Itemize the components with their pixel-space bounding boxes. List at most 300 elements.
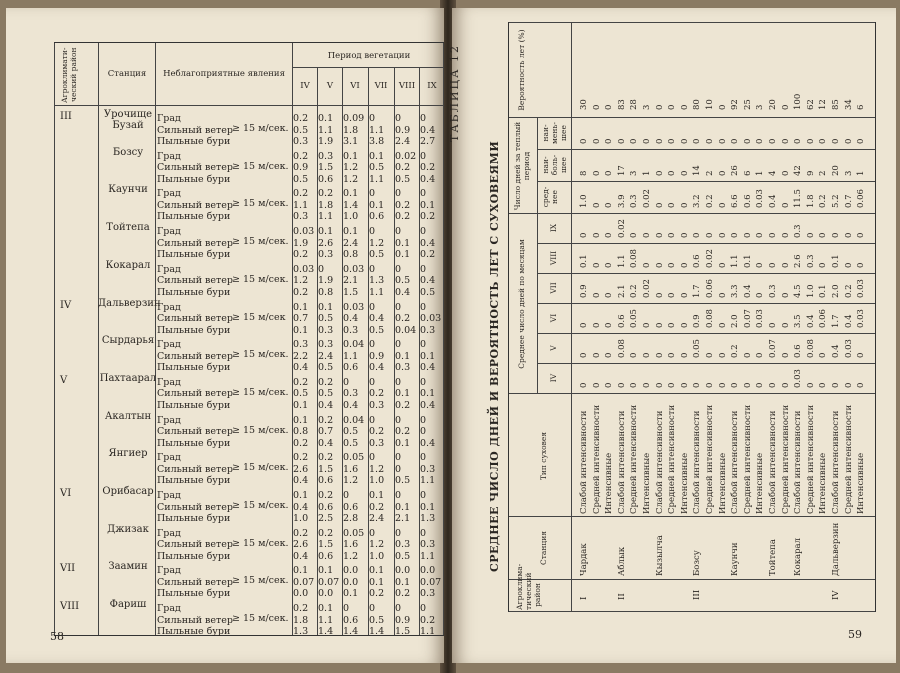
value-column (293, 415, 319, 450)
table-row (718, 22, 729, 612)
value-cell: 2.6 (293, 539, 309, 551)
value-cell: 0 (604, 104, 615, 110)
value-cell: 0.4 (318, 437, 334, 449)
wind-threshold: ≥ 15 м/сек. (232, 273, 289, 285)
value-cell: 0 (420, 376, 427, 388)
value-cell: 0 (717, 232, 728, 238)
value-cell: 0 (591, 262, 602, 268)
value-cell: 0.07 (318, 576, 340, 588)
value-cell: 0.5 (343, 437, 359, 449)
value-cell: 0 (591, 138, 602, 144)
value-cell: 0.1 (293, 324, 309, 336)
value-cell: 1.8 (343, 124, 359, 136)
value-cell: 1.1 (369, 124, 385, 136)
phenomena-list (157, 565, 233, 600)
value-cell: 0 (831, 382, 841, 388)
table-row (642, 22, 653, 612)
value-cell: 0 (705, 138, 715, 144)
value-cell: 0 (369, 376, 376, 388)
value-cell: 0 (692, 138, 703, 144)
value-column (293, 452, 319, 487)
value-cell: 100 (793, 93, 804, 110)
value-cell: 0 (667, 322, 678, 328)
value-cell: 0.08 (629, 249, 640, 268)
phenomenon-label: Сильный ветер (157, 199, 233, 211)
value-cell: 0 (420, 527, 427, 539)
value-cell: 0.1 (318, 226, 334, 238)
value-cell: 0 (667, 262, 678, 268)
value-cell: 0 (780, 202, 791, 208)
value-cell: 0.04 (343, 339, 365, 351)
value-cell: 0 (642, 352, 652, 358)
phenomenon-label: Град (157, 452, 181, 464)
value-cell: 0.6 (318, 501, 334, 513)
value-cell: 0.5 (420, 286, 436, 298)
value-cell: 1.2 (369, 237, 385, 249)
value-cell: 0.2 (395, 313, 411, 324)
value-cell: 0.05 (629, 309, 640, 328)
table-row (680, 22, 691, 612)
value-cell: 0.03 (343, 301, 365, 313)
value-cell: 1.1 (293, 199, 309, 211)
value-cell: 0.1 (318, 113, 334, 124)
table-row (730, 22, 741, 612)
station-name: Кокарал (105, 259, 151, 271)
station-name: Дальверзин (831, 522, 841, 576)
table-row (768, 22, 779, 612)
value-cell: 0 (805, 138, 816, 144)
value-cell: 0.2 (395, 211, 411, 223)
value-cell: 0 (780, 292, 791, 298)
value-cell: 3 (629, 170, 640, 176)
value-cell: 0.2 (629, 284, 640, 298)
value-column (420, 264, 446, 299)
phenomenon-label: Град (157, 414, 181, 426)
value-cell: 0.4 (343, 399, 359, 411)
value-cell: 4 (768, 170, 778, 176)
value-cell: 2.4 (369, 513, 385, 524)
value-column (420, 226, 446, 261)
value-cell: 1.4 (369, 626, 385, 638)
value-cell: 0.2 (318, 414, 334, 426)
value-cell: 0.09 (343, 113, 365, 124)
value-cell: 0.1 (369, 199, 385, 211)
table-row (755, 22, 766, 612)
value-cell: 0 (369, 263, 376, 275)
value-cell: 0.2 (293, 113, 309, 124)
value-cell: 0 (768, 262, 778, 268)
value-cell: 0 (395, 188, 402, 200)
value-cell: 1.9 (318, 136, 334, 147)
station-name: Кокарал (793, 538, 804, 576)
phenomenon-label: Град (157, 113, 181, 124)
value-column (395, 528, 421, 563)
value-cell: 3.3 (730, 284, 741, 298)
drywind-type: Интенсивные (679, 452, 690, 514)
value-cell: 0.9 (579, 284, 589, 298)
value-cell: 0 (730, 382, 741, 388)
value-column (395, 377, 421, 412)
value-cell: 0.03 (420, 313, 442, 324)
value-cell: 0 (679, 262, 690, 268)
right-month-header: IX (549, 223, 558, 233)
value-cell: 1.2 (343, 550, 359, 562)
phenomenon-label: Пыльные бури (157, 399, 231, 411)
value-column (293, 113, 319, 148)
value-column (395, 339, 421, 374)
wind-threshold: ≥ 15 м/сек. (232, 160, 289, 172)
value-cell: 0.2 (843, 284, 854, 298)
value-cell: 1 (755, 170, 766, 176)
value-cell: 0 (805, 382, 816, 388)
drywind-type: Средней интенсивности (780, 404, 791, 514)
value-cell: 1.0 (369, 475, 385, 487)
value-cell: 0.02 (616, 219, 627, 238)
left-table (54, 42, 444, 636)
value-column (318, 113, 344, 148)
value-cell: 6 (856, 104, 867, 110)
right-month-header: IV (549, 373, 558, 383)
value-cell: 0 (654, 352, 665, 358)
value-cell: 0 (343, 490, 350, 501)
value-cell: 10 (705, 99, 715, 110)
value-cell: 28 (629, 99, 640, 110)
value-column (420, 188, 446, 223)
right-table (448, 22, 874, 612)
value-cell: 0.5 (369, 249, 385, 261)
value-cell: 3.9 (616, 194, 627, 208)
value-column (420, 528, 446, 563)
value-column (343, 490, 369, 525)
value-cell: 0 (604, 138, 615, 144)
value-cell: 0.6 (318, 475, 334, 487)
monthly-header: Среднее число дней по месяцам (517, 239, 526, 369)
value-cell: 0.5 (293, 124, 309, 136)
value-cell: 0 (667, 104, 678, 110)
value-cell: 0.5 (318, 313, 334, 324)
value-cell: 0 (420, 150, 427, 162)
value-cell: 0 (395, 301, 402, 313)
value-cell: 2.6 (293, 463, 309, 475)
wind-threshold: ≥ 15 м/сек. (232, 236, 289, 248)
value-cell: 0.4 (369, 313, 385, 324)
value-column (343, 603, 369, 638)
phenomenon-label: Град (157, 527, 181, 539)
value-cell: 0 (369, 339, 376, 351)
value-cell: 0 (420, 414, 427, 426)
table-row (692, 22, 703, 612)
value-cell: 0 (679, 104, 690, 110)
phenomenon-label: Пыльные бури (157, 249, 231, 261)
value-cell: 0 (818, 138, 829, 144)
probability-header: Вероятность лет (%) (517, 29, 526, 111)
value-cell: 1.3 (369, 275, 385, 287)
zone-label: I (579, 596, 589, 600)
value-cell: 1.5 (343, 286, 359, 298)
value-cell: 0 (591, 202, 602, 208)
value-column (369, 528, 395, 563)
value-cell: 0 (780, 232, 791, 238)
value-column (293, 377, 319, 412)
value-cell: 3.2 (692, 194, 703, 208)
value-column (318, 302, 344, 337)
value-cell: 1.7 (692, 284, 703, 298)
value-column (293, 226, 319, 261)
value-cell: 0 (679, 322, 690, 328)
value-cell: 0 (395, 490, 402, 501)
value-cell: 0.5 (395, 173, 411, 185)
value-cell: 0 (780, 382, 791, 388)
value-column (293, 302, 319, 337)
month-header: VII (374, 81, 388, 91)
value-cell: 1.3 (293, 626, 309, 638)
left-page (6, 8, 444, 663)
value-cell: 0.2 (318, 376, 334, 388)
value-cell: 5.2 (831, 194, 841, 208)
value-cell: 0.1 (420, 388, 436, 400)
value-cell: 0.2 (293, 249, 309, 261)
month-header: VIII (398, 81, 416, 91)
value-cell: 1.1 (318, 211, 334, 223)
phenomenon-label: Град (157, 490, 181, 501)
value-cell: 0.1 (293, 399, 309, 411)
value-column (293, 490, 319, 525)
value-cell: 2.1 (343, 275, 359, 287)
value-cell: 0.1 (395, 437, 411, 449)
value-cell: 2.1 (616, 284, 627, 298)
value-cell: 1.9 (293, 237, 309, 249)
wind-threshold: ≥ 15 м/сек. (232, 575, 289, 587)
value-cell: 0.9 (395, 614, 411, 626)
value-cell: 0.1 (831, 254, 841, 268)
value-cell: 0.4 (420, 399, 436, 411)
drywind-type: Средней интенсивности (805, 404, 816, 514)
value-cell: 0.1 (369, 576, 385, 588)
value-cell: 0.2 (293, 527, 309, 539)
phenomenon-label: Сильный ветер (157, 463, 233, 475)
value-cell: 0 (654, 292, 665, 298)
value-cell: 1.1 (616, 254, 627, 268)
value-cell: 0 (768, 232, 778, 238)
value-cell: 0 (395, 263, 402, 275)
value-cell: 0.07 (742, 309, 753, 328)
table-row (818, 22, 829, 612)
value-cell: 1.2 (369, 463, 385, 475)
wind-threshold: ≥ 15 м/сек. (232, 500, 289, 511)
value-cell: 0.3 (420, 539, 436, 551)
value-cell: 1.1 (318, 614, 334, 626)
value-column (343, 339, 369, 374)
drywind-type: Средней интенсивности (843, 404, 854, 514)
value-column (369, 377, 395, 412)
value-cell: 0.3 (318, 249, 334, 261)
month-header: IX (427, 81, 437, 91)
value-cell: 0.7 (293, 313, 309, 324)
value-cell: 0.2 (293, 188, 309, 200)
value-cell: 0 (768, 138, 778, 144)
value-column (395, 415, 421, 450)
value-column (395, 264, 421, 299)
value-cell: 2.5 (318, 513, 334, 524)
value-cell: 0.2 (293, 437, 309, 449)
value-cell: 0.4 (343, 313, 359, 324)
phenomenon-label: Сильный ветер (157, 426, 233, 438)
value-cell: 0 (420, 301, 427, 313)
value-cell: 0.8 (293, 426, 309, 438)
value-cell: 0 (856, 262, 867, 268)
zone-label: IV (831, 590, 841, 600)
phenomena-list (157, 188, 233, 223)
value-cell: 0.6 (369, 211, 385, 223)
value-cell: 0.4 (293, 475, 309, 487)
value-cell: 3.5 (793, 314, 804, 328)
value-cell: 0 (579, 232, 589, 238)
value-cell: 0 (717, 170, 728, 176)
value-cell: 0 (591, 104, 602, 110)
value-cell: 0 (369, 226, 376, 238)
value-cell: 0.2 (818, 194, 829, 208)
value-column (293, 603, 319, 638)
value-cell: 0 (679, 232, 690, 238)
value-cell: 1 (642, 170, 652, 176)
value-cell: 0 (591, 352, 602, 358)
value-cell: 0 (642, 262, 652, 268)
value-cell: 1.2 (293, 275, 309, 287)
station-name: Дальверзин (98, 297, 161, 309)
wind-threshold: ≥ 15 м/сек (232, 311, 286, 323)
station-name: Джизак (107, 523, 149, 535)
value-cell: 0.5 (369, 324, 385, 336)
table-title: СРЕДНЕЕ ЧИСЛО ДНЕЙ И ВЕРОЯТНОСТЬ ЛЕТ С СУХОВЕЯМИ (488, 140, 501, 572)
value-cell: 0.9 (395, 124, 411, 136)
value-cell: 0.6 (616, 314, 627, 328)
value-cell: 25 (742, 99, 753, 110)
value-cell: 1.1 (369, 173, 385, 185)
phenomenon-label: Пыльные бури (157, 324, 231, 336)
value-cell: 0.3 (420, 588, 436, 600)
value-cell: 0 (818, 262, 829, 268)
value-cell: 1.1 (420, 475, 436, 487)
value-cell: 14 (692, 165, 703, 176)
value-cell: 0.5 (395, 275, 411, 287)
value-cell: 0 (591, 232, 602, 238)
station-name: Заамин (108, 561, 148, 573)
value-column (369, 415, 395, 450)
drywind-type: Слабой интенсивности (793, 410, 804, 514)
month-header: IV (300, 81, 310, 91)
value-column (369, 452, 395, 487)
value-cell: 0.2 (730, 344, 741, 358)
phenomena-list (157, 113, 233, 148)
value-column (318, 226, 344, 261)
value-cell: 0.03 (856, 279, 867, 298)
value-cell: 0 (591, 322, 602, 328)
value-cell: 1.4 (343, 199, 359, 211)
value-cell: 0.4 (420, 173, 436, 185)
value-cell: 1.4 (318, 626, 334, 638)
value-cell: 0 (642, 232, 652, 238)
value-cell: 0.08 (805, 339, 816, 358)
value-column (369, 339, 395, 374)
value-cell: 1.5 (318, 162, 334, 174)
value-cell: 20 (831, 165, 841, 176)
value-cell: 0.02 (642, 189, 652, 208)
value-cell: 0.3 (318, 339, 334, 351)
zone-label: III (60, 111, 72, 122)
value-cell: 0 (616, 382, 627, 388)
value-cell: 0 (843, 382, 854, 388)
value-cell: 0.07 (293, 576, 315, 588)
value-cell: 2.0 (831, 284, 841, 298)
value-cell: 0 (616, 138, 627, 144)
table-row (655, 22, 666, 612)
value-cell: 0.03 (856, 309, 867, 328)
value-cell: 0 (579, 382, 589, 388)
value-column (369, 490, 395, 525)
value-cell: 0.4 (318, 399, 334, 411)
value-cell: 0.1 (420, 199, 436, 211)
value-cell: 0.2 (420, 162, 436, 174)
value-cell: 0.4 (369, 362, 385, 374)
value-cell: 0.08 (616, 339, 627, 358)
right-station-header: Станция (539, 531, 548, 565)
value-column (293, 565, 319, 600)
value-cell: 1.0 (343, 211, 359, 223)
value-cell: 0.1 (395, 249, 411, 261)
value-cell: 1.2 (343, 173, 359, 185)
value-cell: 0 (343, 603, 350, 615)
value-cell: 0 (755, 232, 766, 238)
value-cell: 0.1 (343, 588, 359, 600)
value-column (293, 528, 319, 563)
value-cell: 42 (793, 165, 804, 176)
value-cell: 2.7 (420, 136, 436, 147)
table-row (806, 22, 817, 612)
phenomenon-label: Град (157, 376, 181, 388)
value-cell: 0.5 (395, 550, 411, 562)
value-cell: 62 (805, 99, 816, 110)
value-cell: 1.0 (293, 513, 309, 524)
value-cell: 0 (654, 322, 665, 328)
value-cell: 0.3 (768, 284, 778, 298)
value-cell: 0.0 (343, 576, 359, 588)
value-cell: 0.03 (293, 226, 315, 238)
value-cell: 0.05 (343, 452, 365, 464)
station-name: Пахтаарал (99, 372, 157, 384)
value-column (318, 188, 344, 223)
drywind-type: Слабой интенсивности (768, 410, 778, 514)
month-header: V (326, 81, 334, 91)
value-column (369, 565, 395, 600)
value-cell: 0.2 (395, 588, 411, 600)
value-cell: 0.8 (343, 249, 359, 261)
table-label: ТАБЛИЦА 12 (448, 44, 461, 142)
value-cell: 0 (717, 262, 728, 268)
value-cell: 0.4 (293, 550, 309, 562)
value-cell: 0 (604, 352, 615, 358)
wind-threshold: ≥ 15 м/сек. (232, 386, 289, 398)
value-cell: 0 (667, 232, 678, 238)
phenomenon-label: Пыльные бури (157, 211, 231, 223)
value-cell: 83 (616, 99, 627, 110)
drywind-type: Слабой интенсивности (730, 410, 741, 514)
value-cell: 0.2 (318, 188, 334, 200)
drywind-type: Слабой интенсивности (831, 410, 841, 514)
station-name: Каунчи (108, 184, 148, 196)
table-row (604, 22, 615, 612)
value-cell: 0.4 (420, 275, 436, 287)
value-cell: 0 (604, 170, 615, 176)
